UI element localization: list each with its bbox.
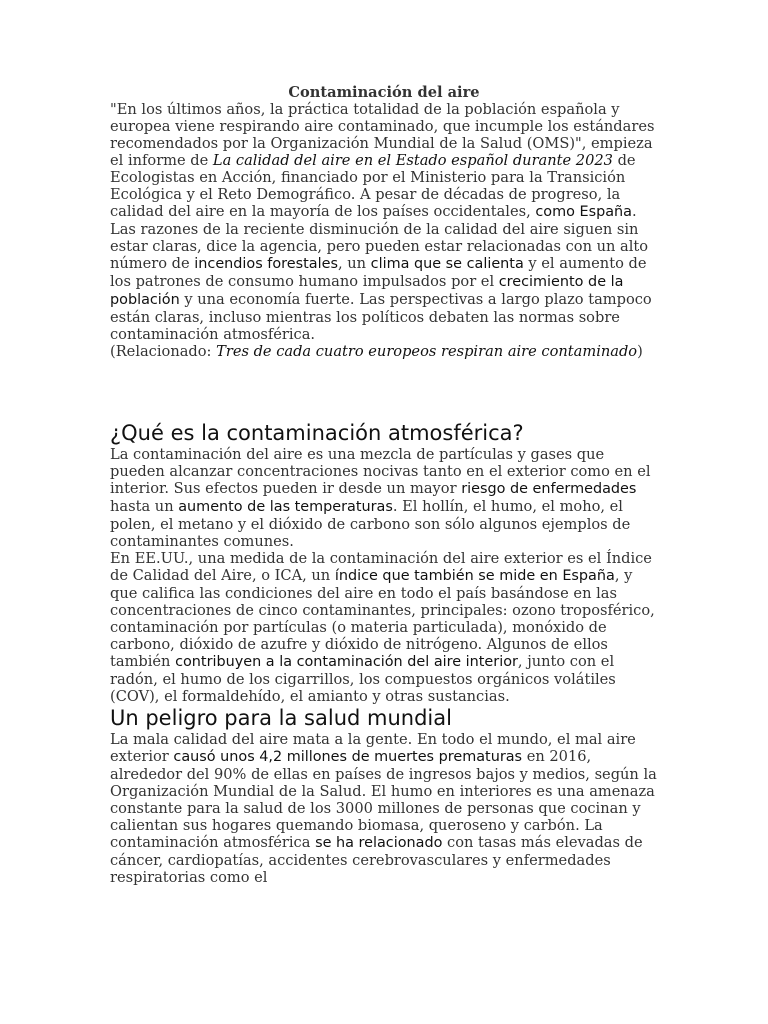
document-page	[110, 84, 658, 886]
text-run: La mala calidad del aire mata a la gente. En todo el mundo, el mal aire exterior	[110, 731, 636, 765]
text-run: .	[631, 203, 637, 220]
text-run: En EE.UU., una medida de la contaminación del aire exterior es el Índice de Calidad del Aire, o ICA, un	[110, 550, 652, 584]
text-run: )	[637, 343, 643, 360]
link-contaminacion-aire-interior[interactable]: contribuyen a la contaminación del aire interior	[175, 654, 518, 670]
section-heading-health-danger: Un peligro para la salud mundial	[110, 706, 452, 730]
link-clima-que-se-calienta[interactable]: clima que se calienta	[370, 256, 524, 272]
link-como-espana[interactable]: como España	[535, 204, 632, 220]
text-run: de Ecologistas en Acción, financiado por el Ministerio para la Transición Ecológica y el Reto Demográfico. A pesar de décadas de progreso, la calidad del aire en la mayoría de los países occidentales,	[110, 152, 636, 220]
text-run: y una economía fuerte. Las perspectivas a largo plazo tampoco están claras, incluso mientras los políticos debaten las normas sobre contaminación atmosférica.	[110, 291, 652, 343]
text-run: y el aumento de los patrones de consumo humano impulsados por el	[110, 255, 647, 290]
section2-paragraph-1	[110, 731, 658, 886]
text-run: , junto con el radón, el humo de los cigarrillos, los compuestos orgánicos volátiles (COV), el formaldehído, el amianto y otras sustancias.	[110, 653, 616, 705]
link-muertes-prematuras[interactable]: causó unos 4,2 millones de muertes prematuras	[173, 749, 523, 765]
text-run: con tasas más elevadas de cáncer, cardiopatías, accidentes cerebrovasculares y enfermedades respiratorias como el	[110, 834, 643, 886]
text-run: hasta un	[110, 498, 179, 515]
text-run: , y que califica las condiciones del aire en todo el país basándose en las concentraciones de cinco contaminantes, principales: ozono troposférico, contaminación por partículas (o materia particulada), monóxido de carbono, dióxido de azufre y dióxido de nitrógeno. Algunos de ellos también	[110, 567, 655, 670]
link-indice-espana[interactable]: índice que también se mide en España	[334, 568, 615, 584]
intro-paragraph-2	[110, 221, 658, 343]
related-paragraph	[110, 343, 658, 360]
section1-paragraph-2	[110, 550, 658, 705]
text-run: , un	[337, 255, 371, 272]
section-heading-what-is: ¿Qué es la contaminación atmosférica?	[110, 421, 524, 445]
section1-paragraph-1	[110, 446, 658, 550]
document-title: Contaminación del aire	[288, 84, 480, 101]
report-title-link[interactable]: La calidad del aire en el Estado español durante 2023	[212, 152, 613, 169]
link-riesgo-enfermedades[interactable]: riesgo de enfermedades	[461, 481, 637, 497]
text-run: (Relacionado:	[110, 343, 217, 360]
link-aumento-temperaturas[interactable]: aumento de las temperaturas	[178, 499, 393, 515]
link-se-ha-relacionado[interactable]: se ha relacionado	[315, 835, 443, 851]
text-run: La contaminación del aire es una mezcla de partículas y gases que pueden alcanzar concentraciones nocivas tanto en el exterior como en el interior. Sus efectos pueden ir desde un mayor	[110, 446, 651, 497]
text-run: "En los últimos años, la práctica totalidad de la población española y europea viene respirando aire contaminado, que incumple los estándares recomendados por la Organización Mundial de la Salud (OMS)", empieza el informe de	[110, 101, 655, 169]
text-run: Las razones de la reciente disminución de la calidad del aire siguen sin estar claras, dice la agencia, pero pueden estar relacionadas con un alto número de	[110, 221, 649, 272]
link-crecimiento-poblacion[interactable]: crecimiento de la población	[110, 274, 624, 308]
link-incendios-forestales[interactable]: incendios forestales	[194, 256, 338, 272]
related-article-link[interactable]: Tres de cada cuatro europeos respiran aire contaminado	[216, 343, 638, 360]
intro-paragraph-1	[110, 101, 658, 221]
text-run: . El hollín, el humo, el moho, el polen, el metano y el dióxido de carbono son sólo algunos ejemplos de contaminantes comunes.	[110, 498, 631, 550]
text-run: en 2016, alrededor del 90% de ellas en países de ingresos bajos y medios, según la Organización Mundial de la Salud. El humo en interiores es una amenaza constante para la salud de los 3000 millones de personas que cocinan y calientan sus hogares quemando biomasa, queroseno y carbón. La contaminación atmosférica	[110, 748, 657, 851]
